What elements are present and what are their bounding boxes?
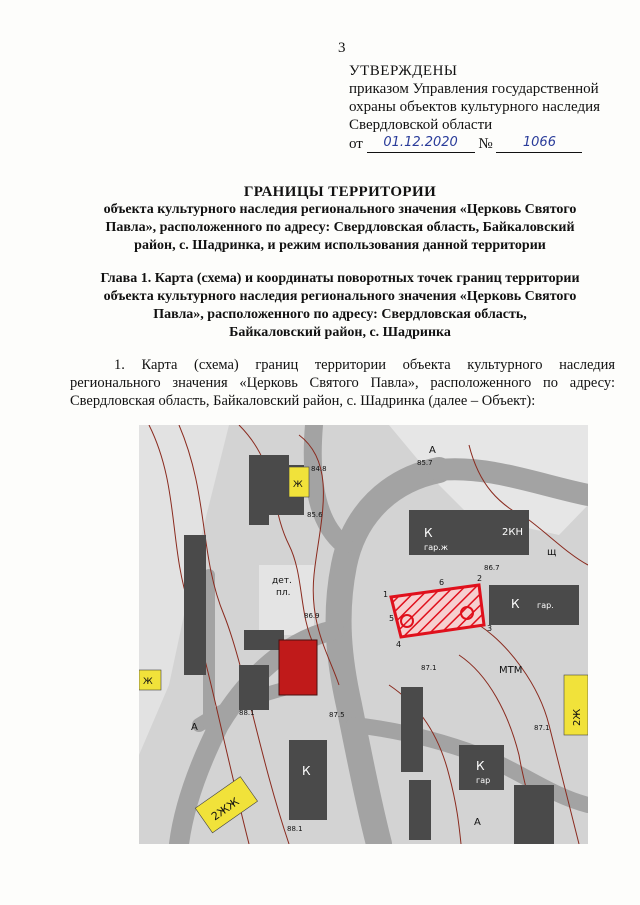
- map-label: А: [191, 722, 198, 733]
- map-label: 88.1: [239, 709, 255, 717]
- approval-sign-line: [349, 134, 634, 153]
- map-label: К: [476, 759, 485, 773]
- chapter-line: Глава 1. Карта (схема) и координаты поворотных точек границ территории: [100, 271, 580, 286]
- building: [289, 740, 327, 820]
- map-label: 87.5: [329, 711, 345, 719]
- approval-number: 1066: [496, 134, 582, 153]
- approval-date: 01.12.2020: [367, 134, 475, 153]
- building: [489, 585, 579, 625]
- map-label: гар: [476, 776, 491, 785]
- map-label: К: [511, 597, 520, 611]
- territory-map: [139, 425, 588, 844]
- map-label: 87.1: [421, 664, 437, 672]
- map-label: 85.7: [417, 459, 433, 467]
- map-label: 84.8: [311, 465, 327, 473]
- approval-line: приказом Управления государственной: [349, 81, 599, 97]
- building: [514, 785, 554, 844]
- chapter-line: Байкаловский район, с. Шадринка: [229, 325, 451, 340]
- map-label: К: [302, 764, 311, 778]
- boundary-point-label: 4: [396, 640, 402, 649]
- map-label: 86.9: [304, 612, 320, 620]
- title-line: Павла», расположенного по адресу: Свердловская область, Байкаловский: [105, 220, 575, 235]
- map-label: щ: [547, 547, 557, 558]
- map-label: 86.7: [484, 564, 500, 572]
- chapter-heading: [60, 270, 620, 342]
- map-label: К: [424, 526, 433, 540]
- boundary-point-label: 1: [383, 590, 389, 599]
- map-label: гар.ж: [424, 543, 448, 552]
- building: [409, 510, 489, 555]
- building: [244, 630, 284, 650]
- map-label: А: [429, 445, 436, 456]
- map-label: 88.1: [287, 825, 303, 833]
- chapter-line: объекта культурного наследия регионального значения «Церковь Святого: [103, 289, 577, 304]
- building: [239, 665, 269, 710]
- approval-line: Свердловской области: [349, 117, 493, 133]
- boundary-point-label: 6: [439, 578, 445, 587]
- approval-title: УТВЕРЖДЕНЫ: [349, 63, 458, 79]
- title-line: объекта культурного наследия регионального значения «Церковь Святого: [103, 202, 577, 217]
- paragraph-1: 1. Карта (схема) границ территории объекта культурного наследия регионального значения «Церковь Святого Павла», расположенного по адресу: Свердловская область, Байкаловский район, с. Шадринка (далее – Объект):: [70, 357, 615, 409]
- document-title: [60, 183, 620, 255]
- approval-line: охраны объектов культурного наследия: [349, 99, 601, 115]
- map-label: 2Ж: [572, 708, 583, 726]
- boundary-point-label: 5: [389, 614, 395, 623]
- building: [401, 687, 423, 772]
- map-label: Ж: [143, 677, 153, 687]
- map-label: А: [474, 817, 481, 828]
- building: [409, 780, 431, 840]
- from-label: от: [349, 136, 363, 152]
- map-label: Ж: [293, 480, 303, 490]
- map-label: 87.1: [534, 724, 550, 732]
- map-label: МТМ: [499, 665, 523, 676]
- heritage-building: [279, 640, 317, 695]
- building: [184, 535, 206, 675]
- approval-block: [349, 62, 634, 153]
- title-main: ГРАНИЦЫ ТЕРРИТОРИИ: [243, 184, 437, 200]
- map-label: пл.: [276, 588, 291, 598]
- boundary-point-label: 3: [487, 624, 493, 633]
- map-label: дет.: [272, 576, 292, 586]
- map-label: гар.: [537, 601, 554, 610]
- map-label: 2КН: [502, 527, 523, 538]
- map-label: 2ЖЖ: [209, 795, 242, 824]
- map-label: 85.6: [307, 511, 323, 519]
- page-number: 3: [338, 40, 346, 56]
- chapter-line: Павла», расположенного по адресу: Свердловская область,: [153, 307, 527, 322]
- title-line: район, с. Шадринка, и режим использования данной территории: [134, 238, 546, 253]
- boundary-point-label: 2: [477, 574, 483, 583]
- map-svg: [139, 425, 588, 844]
- number-label: №: [478, 136, 493, 152]
